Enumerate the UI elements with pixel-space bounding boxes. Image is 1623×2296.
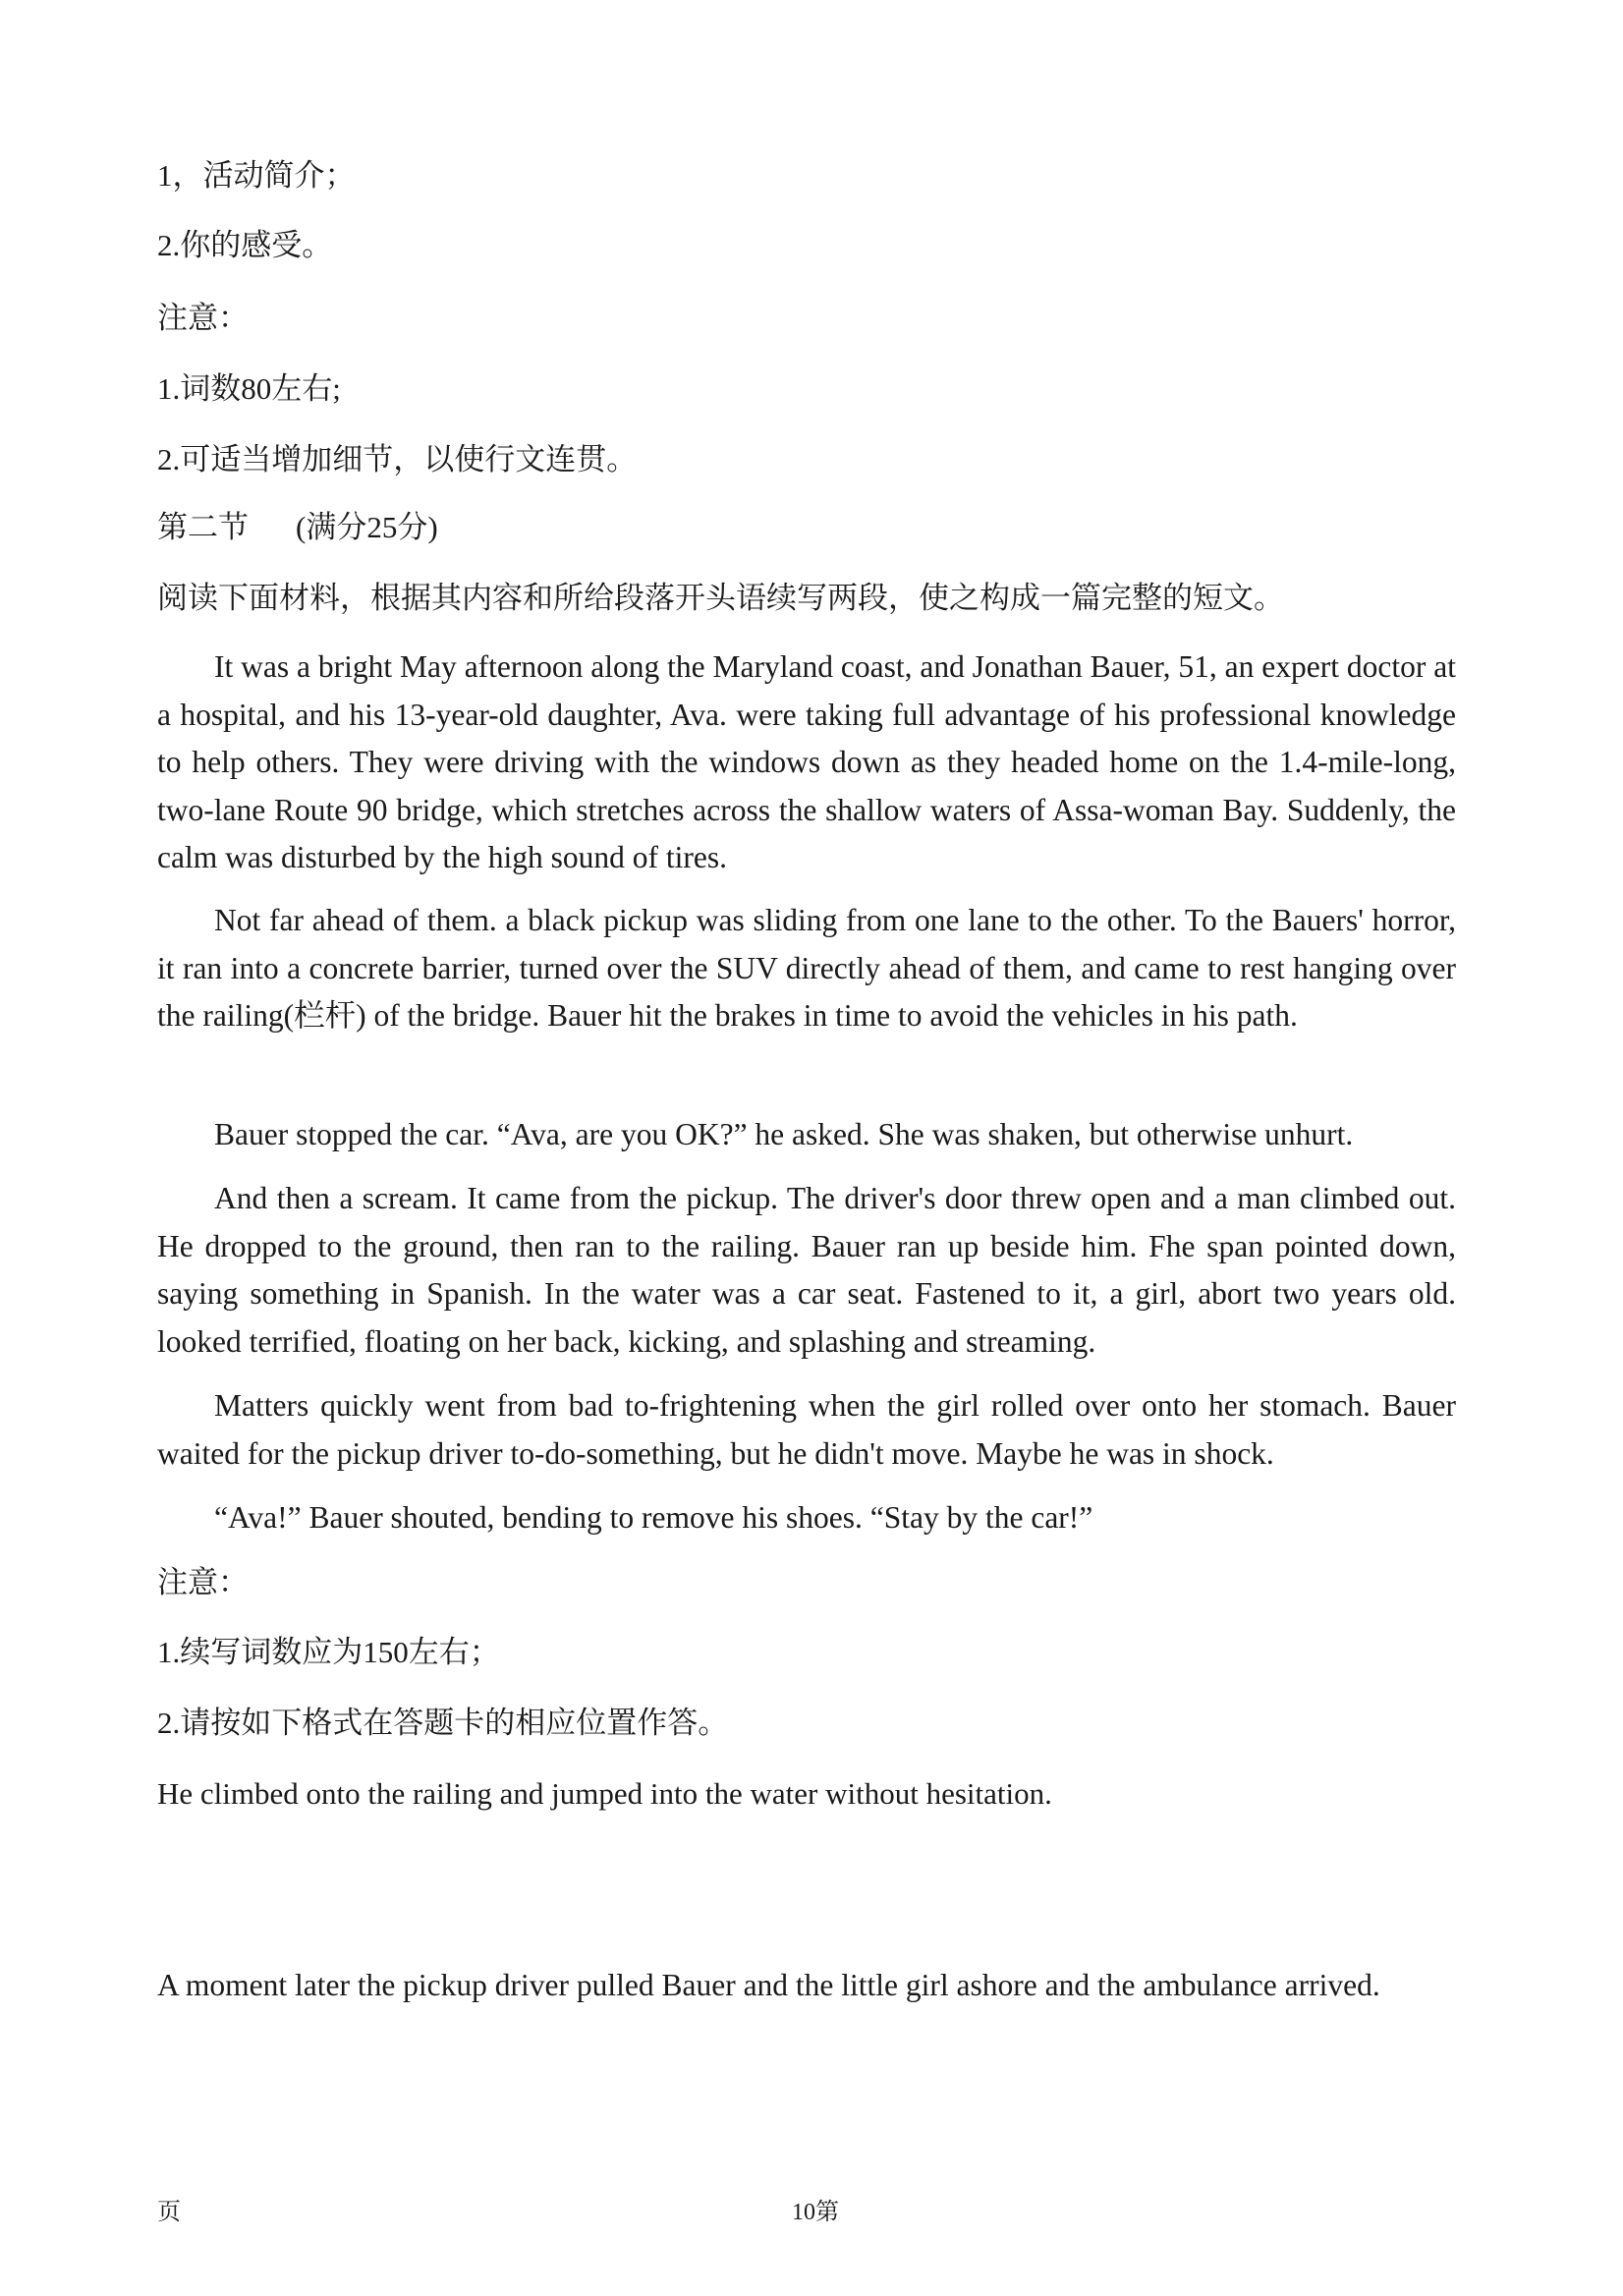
story-paragraph: Not far ahead of them. a black pickup was sliding from one lane to the other. To the Bauers' horror, it ran into a concrete barrier, turned over the SUV directly ahead of them, and came to rest hanging over the railing(栏杆) of the bridge. Bauer hit the brakes in time to avoid the vehicles in his path. <box>157 903 1456 1033</box>
note-point-1: 1.词数80左右; <box>157 371 341 406</box>
note-point-2: 2.请按如下格式在答题卡的相应位置作答。 <box>157 1706 729 1740</box>
task-point-1: 1，活动简介； <box>157 158 356 193</box>
note-heading: 注意： <box>157 301 249 335</box>
paragraph-opener-2: A moment later the pickup driver pulled Bauer and the little girl ashore and the ambulance arrived. <box>157 1968 1380 2002</box>
story-paragraph: Matters quickly went from bad to-frightening when the girl rolled over onto her stomach. Bauer waited for the pickup driver to-do-something, but he didn't move. Maybe he was in shock. <box>157 1388 1456 1471</box>
instruction-text: 阅读下面材料，根据其内容和所给段落开头语续写两段，使之构成一篇完整的短文。 <box>157 581 1284 615</box>
footer-left: 页 <box>157 2200 181 2225</box>
note-point-2: 2.可适当增加细节，以使行文连贯。 <box>157 442 638 476</box>
section-heading <box>157 508 438 547</box>
note-point-1: 1.续写词数应为150左右； <box>157 1635 500 1669</box>
story-paragraph: “Ava!” Bauer shouted, bending to remove his shoes. “Stay by the car!” <box>214 1500 1093 1535</box>
paragraph-opener-1: He climbed onto the railing and jumped into the water without hesitation. <box>157 1776 1052 1811</box>
page-number: 10第 <box>792 2200 839 2225</box>
story-paragraph: Bauer stopped the car. “Ava, are you OK?” he asked. She was shaken, but otherwise unhurt. <box>214 1117 1354 1151</box>
story-paragraph: And then a scream. It came from the pickup. The driver's door threw open and a man climbed out. He dropped to the ground, then ran to the railing. Bauer ran up beside him. Fhe span pointed down, saying something in Spanish. In the water was a car seat. Fastened to it, a girl, abort two years old. looked terrified, floating on her back, kicking, and splashing and streaming. <box>157 1181 1456 1359</box>
task-point-2: 2.你的感受。 <box>157 228 333 262</box>
section-title: 第二节 <box>157 510 249 544</box>
note-heading: 注意： <box>157 1565 249 1599</box>
story-paragraph: It was a bright May afternoon along the Maryland coast, and Jonathan Bauer, 51, an expert doctor at a hospital, and his 13-year-old daughter, Ava. were taking full advantage of his professional knowledge to help others. They were driving with the windows down as they headed home on the 1.4-mile-long, two-lane Route 90 bridge, which stretches across the shallow waters of Assa-woman Bay. Suddenly, the calm was disturbed by the high sound of tires. <box>157 649 1456 874</box>
section-score: (满分25分) <box>296 510 438 544</box>
